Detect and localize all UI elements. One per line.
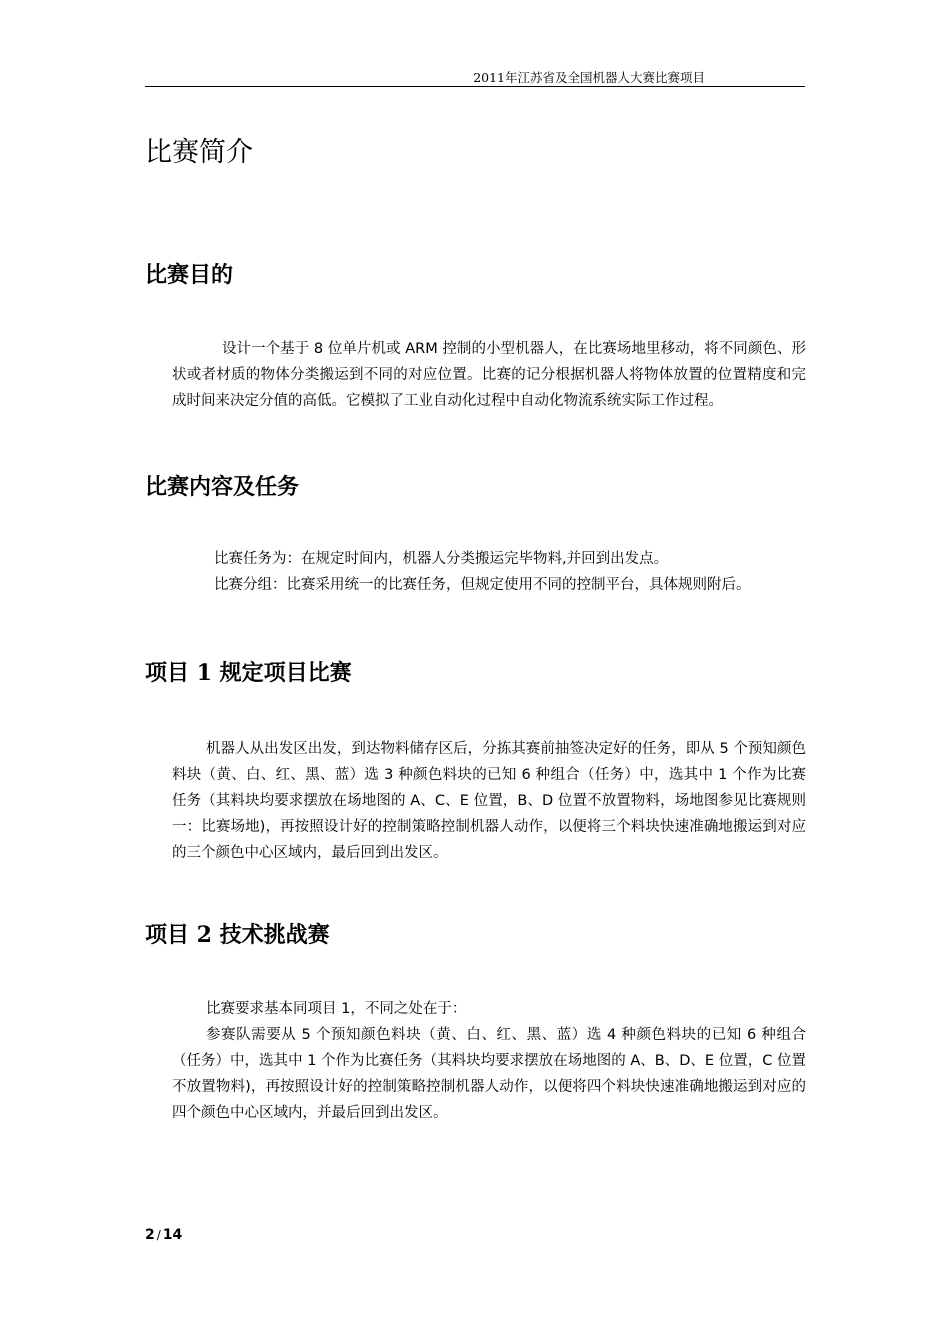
page-current: 2 xyxy=(145,1227,155,1243)
page-title: 比赛简介 xyxy=(145,137,253,168)
project2-line1: 比赛要求基本同项目 1，不同之处在于： xyxy=(206,1001,467,1017)
page-total: 14 xyxy=(162,1227,183,1243)
heading-purpose: 比赛目的 xyxy=(145,263,234,288)
content-grouping-text: 比赛分组：比赛采用统一的比赛任务，但规定使用不同的控制平台，具体规则附后。 xyxy=(214,577,751,593)
content-paragraphs xyxy=(186,546,806,598)
header-title: 2011年江苏省及全国机器人大赛比赛项目 xyxy=(473,70,705,85)
project2-paragraphs xyxy=(172,996,806,1126)
purpose-paragraph xyxy=(172,336,806,414)
heading-content: 比赛内容及任务 xyxy=(145,475,300,500)
project1-paragraph xyxy=(172,736,806,866)
purpose-text: 设计一个基于 8 位单片机或 ARM 控制的小型机器人，在比赛场地里移动，将不同颜色、形状或者材质的物体分类搬运到不同的对应位置。比赛的记分根据机器人将物体放置的位置精度和完成时间来决定分值的高低。它模拟了工业自动化过程中自动化物流系统实际工作过程。 xyxy=(172,341,806,409)
project2-text: 参赛队需要从 5 个预知颜色料块（黄、白、红、黑、蓝）选 4 种颜色料块的已知 6 种组合（任务）中，选其中 1 个作为比赛任务（其料块均要求摆放在场地图的 A、B、D、E 位置，C 位置不放置物料)，再按照设计好的控制策略控制机器人动作，以便将四个料块快速准确地搬运到对应的四个颜色中心区域内，并最后回到出发区。 xyxy=(172,1027,806,1121)
heading-project2: 项目 2 技术挑战赛 xyxy=(145,922,330,948)
page-header xyxy=(145,64,805,87)
heading-project1: 项目 1 规定项目比赛 xyxy=(145,660,352,686)
page-number xyxy=(145,1227,182,1243)
project1-text: 机器人从出发区出发，到达物料储存区后，分拣其赛前抽签决定好的任务，即从 5 个预知颜色料块（黄、白、红、黑、蓝）选 3 种颜色料块的已知 6 种组合（任务）中，选其中 1 个作为比赛任务（其料块均要求摆放在场地图的 A、C、E 位置，B、D 位置不放置物料，场地图参见比赛规则一：比赛场地)，再按照设计好的控制策略控制机器人动作，以便将三个料块快速准确地搬运到对应的三个颜色中心区域内，最后回到出发区。 xyxy=(172,741,806,861)
content-task-text: 比赛任务为：在规定时间内，机器人分类搬运完毕物料,并回到出发点。 xyxy=(214,551,669,567)
page-separator: / xyxy=(156,1228,161,1242)
